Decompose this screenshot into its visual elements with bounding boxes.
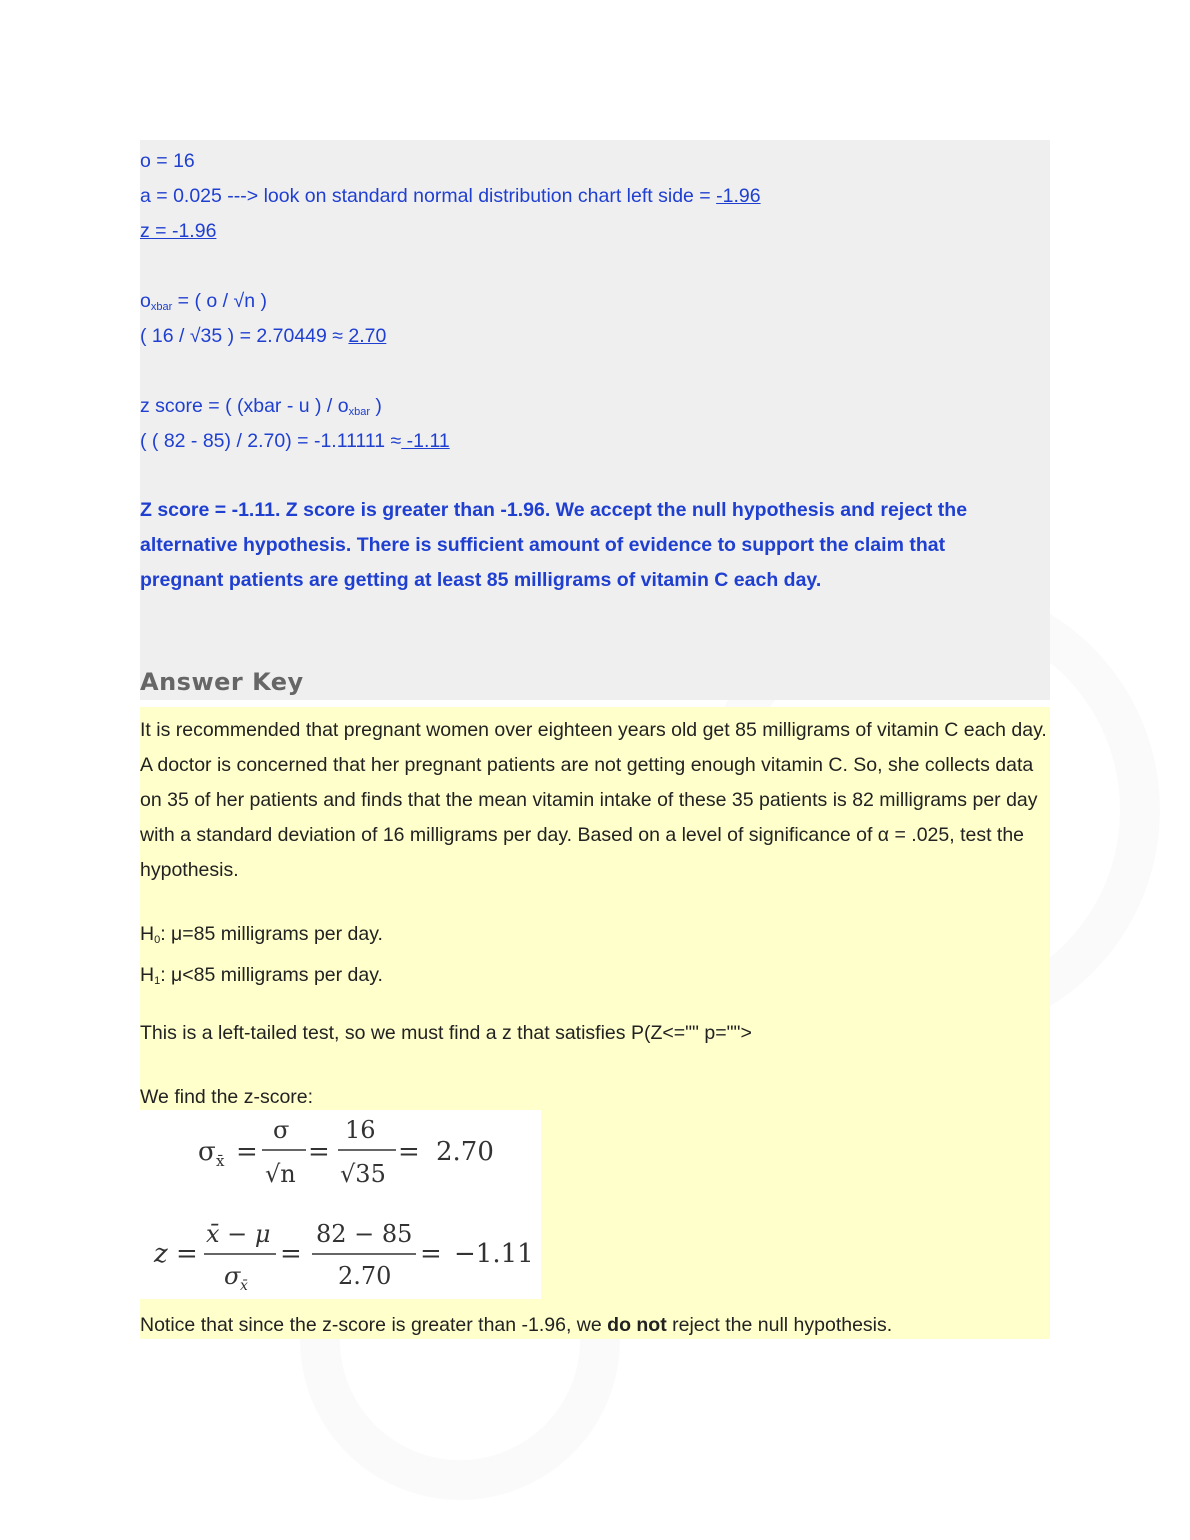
svg-text:=: = xyxy=(308,1137,330,1167)
f1-num2: 16 xyxy=(345,1116,376,1144)
f1-result: 2.70 xyxy=(436,1137,494,1167)
notice-statement: Notice that since the z-score is greater than -1.96, we do not reject the null hypothesis. xyxy=(140,1314,893,1336)
svg-text:=: = xyxy=(280,1239,302,1269)
f1-den1: √n xyxy=(265,1160,296,1188)
f2-result: −1.11 xyxy=(454,1239,534,1269)
f2-den1: σ xyxy=(224,1262,241,1290)
z-score-calc: ( ( 82 - 85) / 2.70) = -1.11111 ≈ -1.11 xyxy=(140,430,450,452)
std-error-calc: ( 16 / √35 ) = 2.70449 ≈ 2.70 xyxy=(140,325,387,347)
f2-den1-sub: x̄ xyxy=(240,1278,248,1294)
answer-key-title: Answer Key xyxy=(140,668,304,696)
left-tailed-note: This is a left-tailed test, so we must find a z that satisfies P(Z<="" p=""> xyxy=(140,1022,752,1044)
sigma-line: o = 16 xyxy=(140,150,195,172)
svg-text:=: = xyxy=(420,1239,442,1269)
f2-num2: 82 − 85 xyxy=(316,1220,413,1248)
std-error-formula: $o_{xbar}$ = ( o / √n ) xyxy=(140,290,267,313)
z-score-value: -1.11 xyxy=(401,430,450,452)
formula-image xyxy=(140,1110,541,1299)
z-score-formula: z score = ( (xbar - u ) / $o_{xbar}$ ) xyxy=(140,395,382,418)
f1-den2: √35 xyxy=(340,1160,386,1188)
find-z-label: We find the z-score: xyxy=(140,1086,314,1108)
formula-svg xyxy=(140,1110,541,1299)
std-error-value: 2.70 xyxy=(348,325,387,347)
svg-text:=: = xyxy=(398,1137,420,1167)
f1-lhs: σ xyxy=(198,1137,216,1167)
null-hypothesis: $H_0$: μ=85 milligrams per day. xyxy=(140,923,383,946)
critical-value: -1.96 xyxy=(716,185,761,207)
f2-lhs: z xyxy=(154,1239,168,1269)
conclusion: Z score = -1.11. Z score is greater than -1.96. We accept the null hypothesis and reject the alternative hypothesis. There is sufficient amount of evidence to support the claim that pregnant patients are getting at least 85 milligrams of vitamin C each day. xyxy=(140,499,968,591)
worked-solution xyxy=(140,144,761,459)
svg-text:=: = xyxy=(236,1137,258,1167)
problem-statement: It is recommended that pregnant women over eighteen years old get 85 milligrams of vitamin C each day. A doctor is concerned that her pregnant patients are not getting enough vitamin C. So, she collects data on 35 of her patients and finds that the mean vitamin intake of these 35 patients is 82 milligrams per day with a standard deviation of 16 milligrams per day. Based on a level of significance of α = .025, test the hypothesis. xyxy=(140,719,1047,881)
alpha-line: a = 0.025 ---> look on standard normal distribution chart left side = -1.96 xyxy=(140,185,761,207)
f2-den2: 2.70 xyxy=(338,1262,392,1290)
alt-hypothesis: $H_1$: μ<85 milligrams per day. xyxy=(140,964,383,987)
svg-text:=: = xyxy=(176,1239,198,1269)
critical-z-line: z = -1.96 xyxy=(140,220,217,242)
notice-emphasis: do not xyxy=(607,1314,667,1336)
f2-num1: x̄ − μ xyxy=(206,1220,271,1248)
f1-lhs-sub: x̄ xyxy=(216,1152,225,1170)
f1-num1: σ xyxy=(273,1116,290,1144)
hypotheses xyxy=(140,917,383,999)
